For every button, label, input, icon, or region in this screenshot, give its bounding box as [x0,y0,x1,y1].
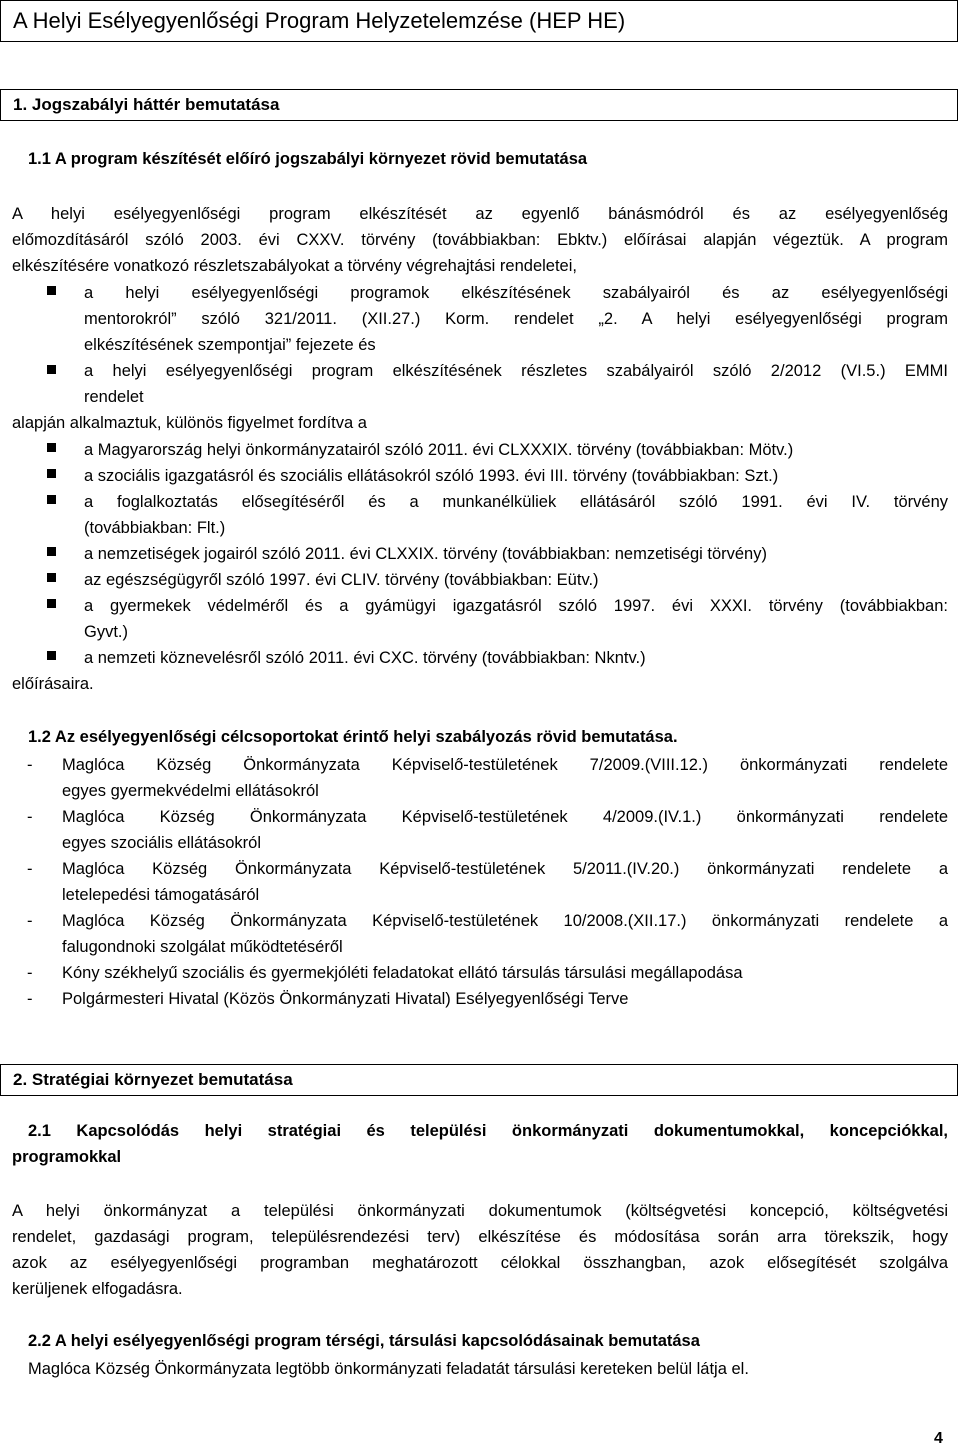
document-title: A Helyi Esélyegyenlőségi Program Helyzetelemzése (HEP HE) [0,0,958,42]
dash-item-3-line-1: Maglóca Község Önkormányzata Képviselő-testületének 5/2011.(IV.20.) önkormányzati rendelete a [62,860,948,878]
bullet-icon [47,469,56,478]
dash-marker: - [27,990,33,1008]
bullet-b4: a nemzetiségek jogairól szóló 2011. évi CLXXIX. törvény (továbbiakban: nemzetiségi törvény) [84,545,767,563]
middle-text: alapján alkalmaztuk, különös figyelmet fordítva a [12,414,367,432]
bullet-icon [47,286,56,295]
bullet-a2-line-1: a helyi esélyegyenlőségi program elkészítésének részletes szabályairól szóló 2/2012 (VI.5.) EMMI [84,362,948,380]
dash-marker: - [27,964,33,982]
bullet-a2-line-2: rendelet [84,388,144,406]
strategy-line-2: rendelet, gazdasági program, településrendezési terv) elkészítése és módosítása során arra törekszik, hogy [12,1228,948,1246]
dash-item-2-line-2: egyes szociális ellátásokról [62,834,262,852]
section-2-heading: 2. Stratégiai környezet bemutatása [0,1064,958,1096]
dash-item-5: Kóny székhelyű szociális és gyermekjóléti feladatokat ellátó társulás társulási megállapodása [62,964,743,982]
section-1-heading: 1. Jogszabályi háttér bemutatása [0,89,958,121]
bullet-b6-line-1: a gyermekek védelméről és a gyámügyi igazgatásról szóló 1997. évi XXXI. törvény (továbbiakban: [84,597,948,615]
bullet-b2: a szociális igazgatásról és szociális ellátásokról szóló 1993. évi III. törvény (továbbiakban: Szt.) [84,467,779,485]
dash-item-1-line-1: Maglóca Község Önkormányzata Képviselő-testületének 7/2009.(VIII.12.) önkormányzati rendelete [62,756,948,774]
bullet-b3-line-2: (továbbiakban: Flt.) [84,519,226,537]
strategy-line-1: A helyi önkormányzat a települési önkormányzati dokumentumok (költségvetési koncepció, költségvetési [12,1202,948,1220]
dash-item-4-line-2: falugondnoki szolgálat működtetéséről [62,938,343,956]
bullet-b3-line-1: a foglalkoztatás elősegítéséről és a munkanélküliek ellátásáról szóló 1991. évi IV. törvény [84,493,948,511]
subsection-1-2-heading: 1.2 Az esélyegyenlőségi célcsoportokat érintő helyi szabályozás rövid bemutatása. [28,728,678,746]
dash-item-3-line-2: letelepedési támogatásáról [62,886,260,904]
bullet-a1-line-3: elkészítésének szempontjai” fejezete és [84,336,376,354]
dash-item-6: Polgármesteri Hivatal (Közös Önkormányzati Hivatal) Esélyegyenlőségi Terve [62,990,629,1008]
intro-line-3: elkészítésére vonatkozó részletszabályokat a törvény végrehajtási rendeletei, [12,257,577,275]
dash-item-4-line-1: Maglóca Község Önkormányzata Képviselő-testületének 10/2008.(XII.17.) önkormányzati rendelete a [62,912,948,930]
strategy-line-3: azok az esélyegyenlőségi programban meghatározott célokkal összhangban, azok elősegítését szolgálva [12,1254,948,1272]
bullet-icon [47,443,56,452]
bullet-icon [47,495,56,504]
bullet-icon [47,365,56,374]
dash-marker: - [27,912,33,930]
intro-line-1: A helyi esélyegyenlőségi program elkészítését az egyenlő bánásmódról és az esélyegyenlőség [12,205,948,223]
bullet-icon [47,547,56,556]
dash-item-2-line-1: Maglóca Község Önkormányzata Képviselő-testületének 4/2009.(IV.1.) önkormányzati rendelete [62,808,948,826]
subsection-2-2-text: Maglóca Község Önkormányzata legtöbb önkormányzati feladatát társulási kereteken belül látja el. [28,1360,749,1378]
dash-marker: - [27,808,33,826]
strategy-line-4: kerüljenek elfogadásra. [12,1280,183,1298]
subsection-2-1-heading-line-2: programokkal [12,1148,122,1166]
bullet-b5: az egészségügyről szóló 1997. évi CLIV. törvény (továbbiakban: Eütv.) [84,571,599,589]
bullet-icon [47,651,56,660]
dash-item-1-line-2: egyes gyermekvédelmi ellátásokról [62,782,319,800]
bullet-a1-line-1: a helyi esélyegyenlőségi programok elkészítésének szabályairól és az esélyegyenlőségi [84,284,948,302]
closing-text: előírásaira. [12,675,94,693]
bullet-b1: a Magyarország helyi önkormányzatairól szóló 2011. évi CLXXXIX. törvény (továbbiakban: Mötv.) [84,441,794,459]
bullet-icon [47,573,56,582]
dash-marker: - [27,860,33,878]
subsection-1-1-heading: 1.1 A program készítését előíró jogszabályi környezet rövid bemutatása [28,150,588,168]
page-number: 4 [934,1430,943,1447]
bullet-b6-line-2: Gyvt.) [84,623,128,641]
intro-line-2: előmozdításáról szóló 2003. évi CXXV. törvény (továbbiakban: Ebktv.) előírásai alapján végeztük. A program [12,231,948,249]
dash-marker: - [27,756,33,774]
bullet-icon [47,599,56,608]
bullet-b7: a nemzeti köznevelésről szóló 2011. évi CXC. törvény (továbbiakban: Nkntv.) [84,649,646,667]
bullet-a1-line-2: mentorokról” szóló 321/2011. (XII.27.) Korm. rendelet „2. A helyi esélyegyenlőségi program [84,310,948,328]
subsection-2-2-heading: 2.2 A helyi esélyegyenlőségi program térségi, társulási kapcsolódásainak bemutatása [28,1332,700,1350]
subsection-2-1-heading-line-1: 2.1 Kapcsolódás helyi stratégiai és települési önkormányzati dokumentumokkal, koncepciókkal, [28,1122,948,1140]
